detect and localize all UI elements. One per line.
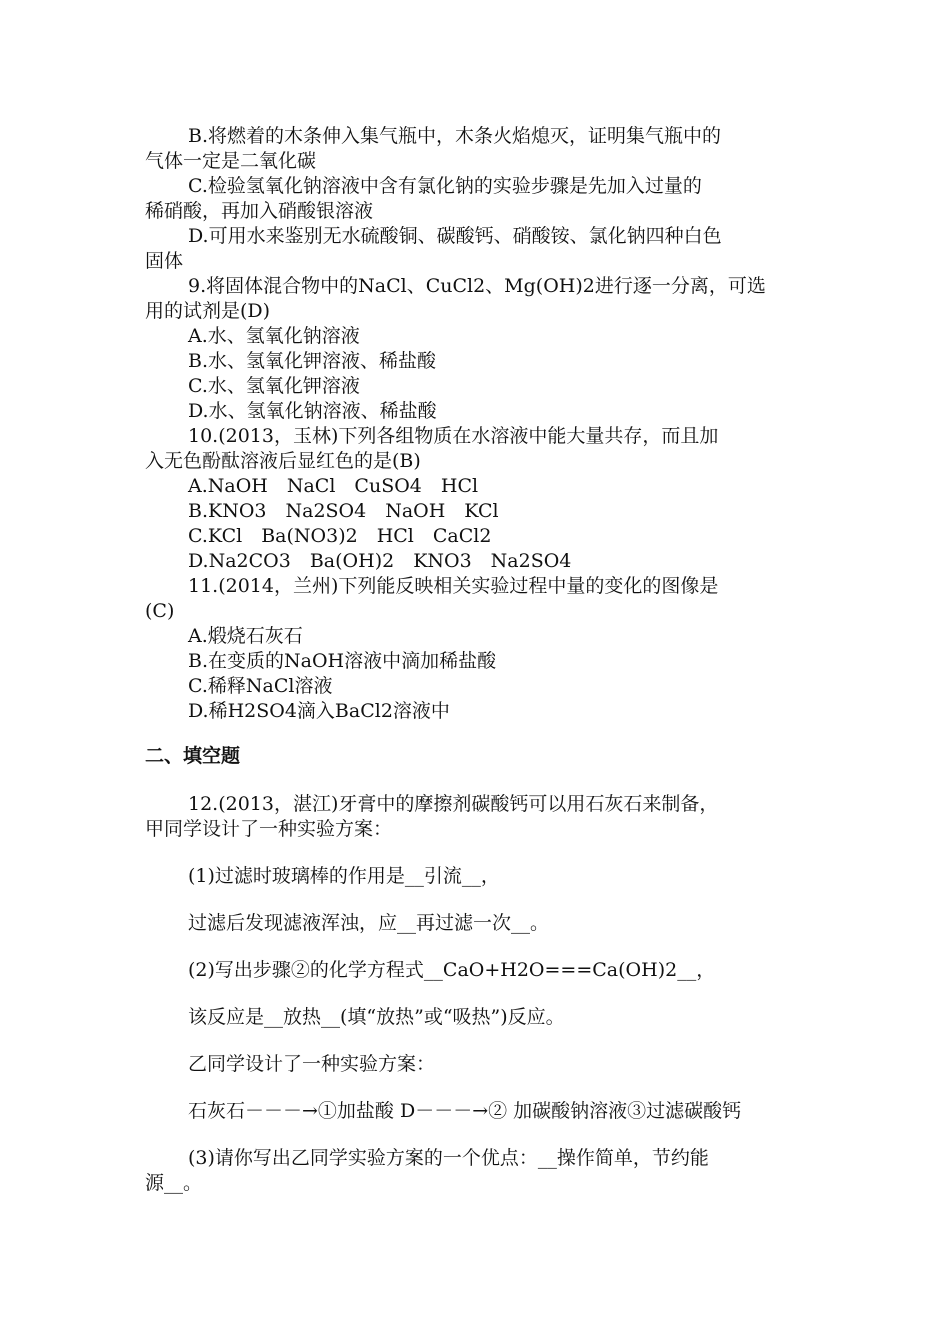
answer-option: A.水、氢氧化钠溶液 <box>188 325 360 347</box>
answer-option: A.NaOH NaCl CuSO4 HCl <box>188 475 479 497</box>
fill-line: (2)写出步骤②的化学方程式__CaO+H2O===Ca(OH)2__， <box>188 959 716 981</box>
answer-option: C.水、氢氧化钾溶液 <box>188 375 360 397</box>
answer-option: C.KCl Ba(NO3)2 HCl CaCl2 <box>188 525 492 547</box>
question-11 <box>145 574 810 624</box>
question-text: 12.(2013，湛江)牙膏中的摩擦剂碳酸钙可以用石灰石来制备， <box>188 793 719 815</box>
question-text: 用的试剂是(D) <box>145 300 271 322</box>
question-text: 入无色酚酞溶液后显红色的是(B) <box>145 450 421 472</box>
question-10 <box>145 424 810 474</box>
question-text: 11.(2014，兰州)下列能反映相关实验过程中量的变化的图像是 <box>188 575 719 597</box>
document-content <box>145 124 810 1196</box>
option-c-block <box>145 174 810 224</box>
section-heading: 二、填空题 <box>145 745 241 767</box>
answer-option: B.水、氢氧化钾溶液、稀盐酸 <box>188 350 437 372</box>
answer-option: D.水、氢氧化钠溶液、稀盐酸 <box>188 400 437 422</box>
question-12 <box>145 792 810 842</box>
fill-line: 该反应是__放热__(填“放热”或“吸热”)反应。 <box>188 1006 565 1028</box>
answer-option: B.KNO3 Na2SO4 NaOH KCl <box>188 500 499 522</box>
answer-option: A.煅烧石灰石 <box>188 625 303 647</box>
fill-line: 乙同学设计了一种实验方案： <box>188 1053 436 1075</box>
text-line: 固体 <box>145 250 184 272</box>
question-12-part-3 <box>145 1146 810 1196</box>
flow-line: 石灰石－－－→①加盐酸 D－－－→② 加碳酸钠溶液③过滤碳酸钙 <box>188 1100 742 1122</box>
question-text: 甲同学设计了一种实验方案： <box>145 818 393 840</box>
text-line: B.将燃着的木条伸入集气瓶中，木条火焰熄灭，证明集气瓶中的 <box>188 125 722 147</box>
text-line: 稀硝酸，再加入硝酸银溶液 <box>145 200 374 222</box>
text-line: D.可用水来鉴别无水硫酸铜、碳酸钙、硝酸铵、氯化钠四种白色 <box>188 225 722 247</box>
answer-option: B.在变质的NaOH溶液中滴加稀盐酸 <box>188 650 497 672</box>
fill-line: 源__。 <box>145 1172 203 1194</box>
fill-line: 过滤后发现滤液浑浊，应__再过滤一次__。 <box>188 912 550 934</box>
fill-line: (3)请你写出乙同学实验方案的一个优点：__操作简单，节约能 <box>188 1147 709 1169</box>
answer-option: D.稀H2SO4滴入BaCl2溶液中 <box>188 700 450 722</box>
fill-line: (1)过滤时玻璃棒的作用是__引流__， <box>188 865 500 887</box>
answer-option: D.Na2CO3 Ba(OH)2 KNO3 Na2SO4 <box>188 550 572 572</box>
question-9 <box>145 274 810 324</box>
option-b-block <box>145 124 810 174</box>
answer-option: C.稀释NaCl溶液 <box>188 675 333 697</box>
question-text: 10.(2013，玉林)下列各组物质在水溶液中能大量共存，而且加 <box>188 425 719 447</box>
question-text: (C) <box>145 600 175 622</box>
option-d-block <box>145 224 810 274</box>
text-line: C.检验氢氧化钠溶液中含有氯化钠的实验步骤是先加入过量的 <box>188 175 702 197</box>
question-text: 9.将固体混合物中的NaCl、CuCl2、Mg(OH)2进行逐一分离，可选 <box>188 275 766 297</box>
text-line: 气体一定是二氧化碳 <box>145 150 317 172</box>
